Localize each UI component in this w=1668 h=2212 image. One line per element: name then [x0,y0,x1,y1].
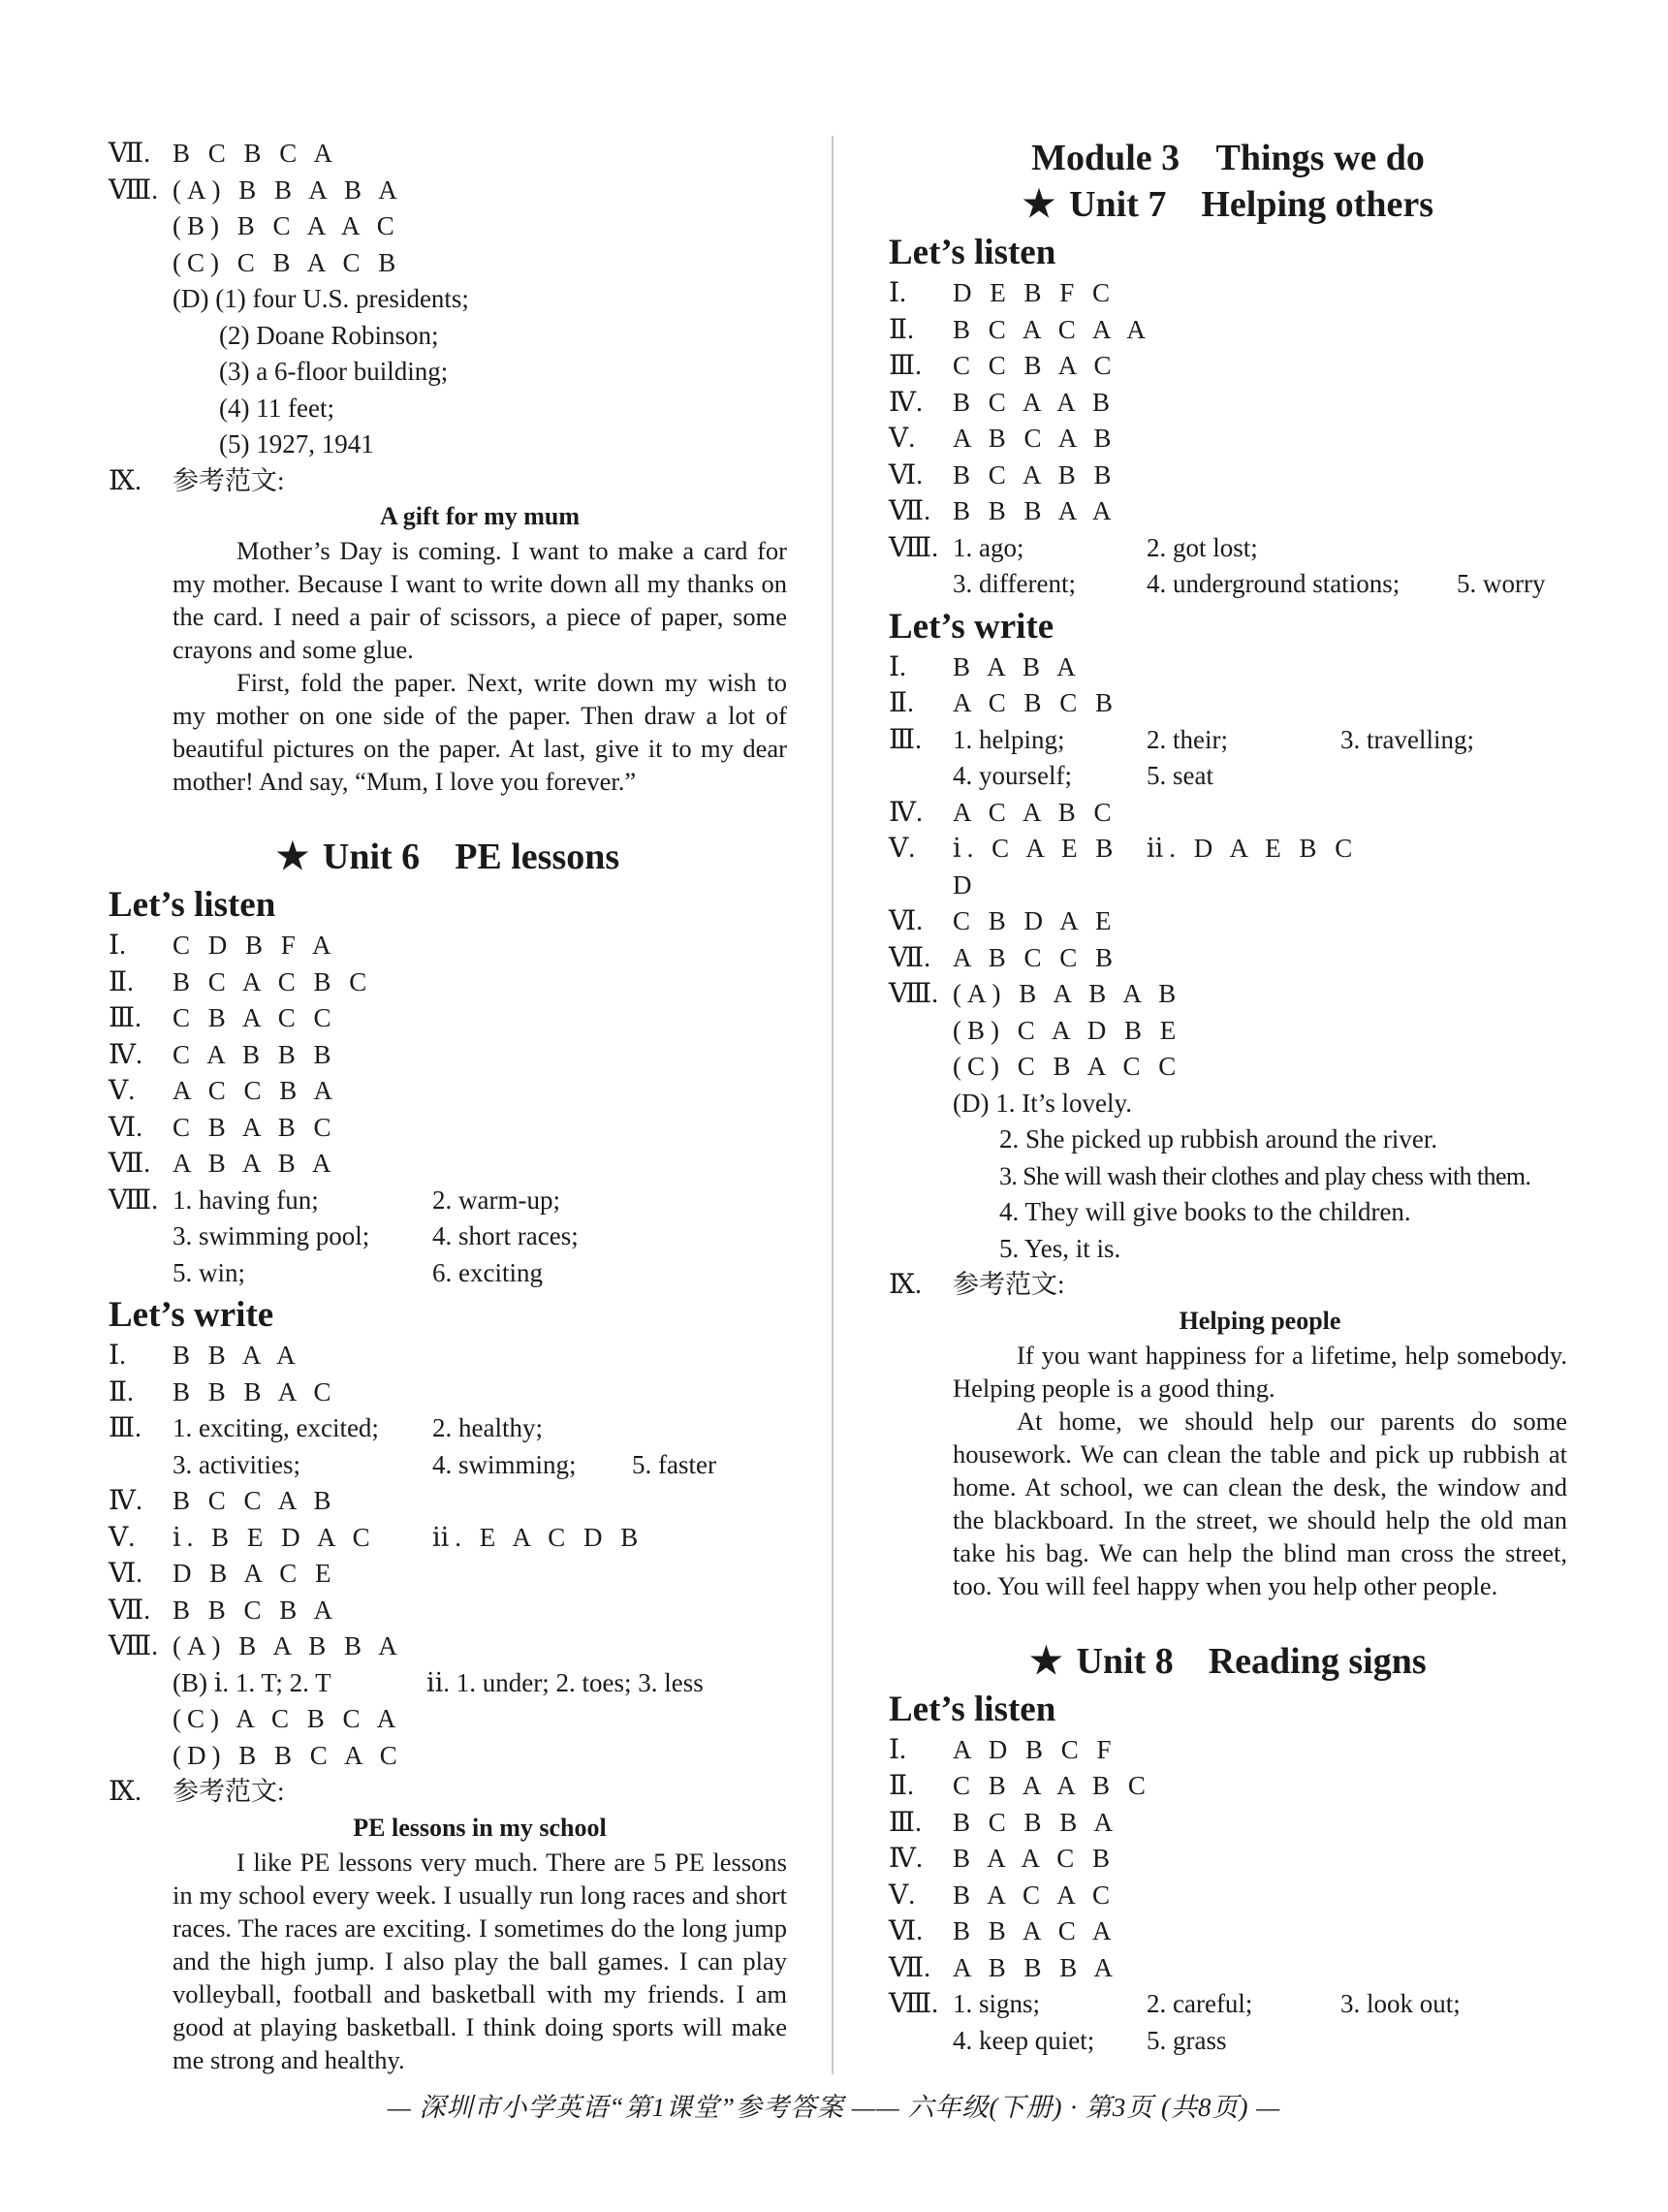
answer-row: Ⅶ. A B C C B [889,942,1119,973]
answer-row: (B) B C A A C [173,211,400,240]
answer-row: Ⅳ. B C C A B [109,1486,337,1516]
answer-row: (B) C A D B E [953,1015,1182,1045]
answer-row: Ⅵ. C B D A E [889,906,1117,936]
essay-title: PE lessons in my school [353,1813,607,1842]
answer-row: Ⅳ. A C A B C [889,797,1117,828]
answer-row: Ⅶ. A B A B A [109,1149,337,1179]
answer-row: (D) B B C A C [173,1740,403,1770]
answer-row: (4) 11 feet; [219,393,334,423]
answer-row: Ⅴ. A B C A B [889,424,1117,454]
essay-gift [109,499,787,798]
answer-row: (2) Doane Robinson; [219,320,439,350]
answer-row: Ⅶ. B C B C A [109,139,339,169]
unit-8-heading: ★ Unit 8 Reading signs [1029,1640,1427,1682]
answer-row: (C) A C B C A [173,1704,402,1733]
essay-paragraph: Mother’s Day is coming. I want to make a card for my mother. Because I want to write down all my thanks on the card. I need a pair of scissors, a piece of paper, some crayons and some glue. [173,536,787,664]
answer-row: (C) C B A C C [953,1052,1182,1081]
answer-row: Ⅷ. (A) B A B A B [889,979,1182,1009]
answer-row: (C) C B A C B [173,247,402,277]
answer-row: Ⅱ. B B B A C [109,1376,337,1407]
answer-row: Ⅲ. C B A C C [109,1003,337,1033]
answer-row: Ⅲ. 1. helping; 2. their; 3. travelling; 4. yourself; 5. seat [889,724,1474,790]
answer-row: Ⅷ. (A) B B A B A [109,174,403,205]
section-title: Let’s write [889,606,1054,647]
answer-row: Ⅷ. 1. having fun; 2. warm-up; 3. swimming pool; 4. short races; 5. win; 6. exciting [109,1185,579,1287]
answer-row: (5) 1927, 1941 [219,429,374,458]
answer-row: Ⅰ. A D B C F [889,1734,1117,1765]
answer-row: (3) a 6-floor building; [219,357,449,386]
essay-title: Helping people [1179,1306,1341,1335]
answer-row: Ⅵ. C B A B C [109,1112,337,1143]
answer-row: Ⅰ. B A B A [889,651,1082,682]
answer-row: Ⅶ. B B B A A [889,496,1117,526]
answer-row: Ⅰ. D E B F C [889,278,1117,308]
answer-row: Ⅳ. B C A A B [889,387,1117,418]
answer-row: Ⅶ. B B C B A [109,1595,339,1626]
column-divider [832,136,834,2074]
answer-row: Ⅲ. 1. exciting, excited; 2. healthy; 3. activities; 4. swimming; 5. faster [109,1413,716,1479]
left-column [109,136,787,2076]
answer-row: Ⅱ. C B A A B C [889,1771,1151,1801]
answer-row: Ⅷ. (A) B A B B A [109,1631,403,1661]
module-heading: Module 3 Things we do [1031,138,1425,178]
answer-row: Ⅴ. B A C A C [889,1880,1117,1911]
answer-row: Ⅰ. C D B F A [109,931,337,961]
answer-row: Ⅴ. A C C B A [109,1076,339,1106]
answer-row: Ⅲ. B C B B A [889,1807,1119,1838]
answer-row: Ⅲ. C C B A C [889,351,1117,381]
star-icon: ★ [1023,184,1056,225]
essay-paragraph: First, fold the paper. Next, write down my wish to my mother on one side of the paper. Then draw a lot of beautiful pictures on the paper. At last, give it to my dear mother! And say, “Mum, I love you forever.” [173,668,787,796]
answer-row: Ⅱ. B C A C B C [109,966,373,997]
essay-helping-people [889,1304,1567,1602]
answer-row: Ⅵ. D B A C E [109,1559,337,1589]
right-column [889,136,1567,2059]
answer-row: Ⅶ. A B B B A [889,1952,1119,1983]
unit-7-heading: ★ Unit 7 Helping others [1023,184,1433,225]
answer-row: Ⅵ. B B A C A [889,1916,1117,1946]
star-icon: ★ [275,837,309,877]
answer-row: 2. She picked up rubbish around the river. [999,1124,1438,1153]
essay-pe-lessons [109,1811,787,2076]
page-footer: — 深圳市小学英语“第1课堂”参考答案 —— 六年级(下册) · 第3页 (共8页) — [387,2093,1281,2122]
section-title: Let’s listen [889,233,1056,272]
essay-paragraph: If you want happiness for a lifetime, help somebody. Helping people is a good thing. [953,1340,1567,1403]
section-title: Let’s listen [889,1689,1056,1729]
answer-row: Ⅴ. ⅰ. B E D A C ⅱ. E A C D B [109,1522,645,1553]
answer-row: (D) 1. It’s lovely. [953,1088,1132,1118]
answer-row: (B) ⅰ. 1. T; 2. T ⅱ. 1. under; 2. toes; 3. less [173,1667,704,1697]
answer-row: 3. She will wash their clothes and play chess with them. [999,1161,1531,1190]
answer-row: Ⅷ. 1. ago; 2. got lost; 3. different; 4. underground stations; 5. worry [889,532,1546,598]
star-icon: ★ [1029,1640,1063,1682]
answer-row: Ⅵ. B C A B B [889,459,1117,490]
sample-essay-label: Ⅸ. 参考范文: [109,1777,285,1807]
sample-essay-label: Ⅸ. 参考范文: [889,1270,1065,1300]
section-title: Let’s write [109,1295,274,1335]
answer-row: Ⅳ. C A B B B [109,1039,337,1070]
answer-row: Ⅱ. B C A C A A [889,314,1151,345]
answer-row: Ⅴ. ⅰ. C A E B D ⅱ. D A E B C [889,834,1359,900]
answer-row: Ⅷ. 1. signs; 2. careful; 3. look out; 4. keep quiet; 5. grass [889,1989,1461,2055]
answer-row: Ⅱ. A C B C B [889,688,1119,718]
essay-paragraph: At home, we should help our parents do some housework. We can clean the table and pick up rubbish at home. At school, we can clean the desk, the window and the blackboard. In the street, we should help the old man take his bag. We can help the blind man cross the street, too. You will feel happy when you help other people. [953,1406,1567,1600]
answer-row: Ⅰ. B B A A [109,1341,301,1371]
answer-row: 5. Yes, it is. [999,1233,1121,1263]
section-title: Let’s listen [109,885,276,925]
answer-row: (D) (1) four U.S. presidents; [173,284,469,313]
unit-6-heading: ★ Unit 6 PE lessons [275,837,620,877]
answer-row: 4. They will give books to the children. [999,1197,1411,1226]
sample-essay-label: Ⅸ. 参考范文: [109,465,285,496]
essay-paragraph: I like PE lessons very much. There are 5 PE lessons in my school every week. I usually run long races and short races. The races are exciting. I sometimes do the long jump and the high jump. I also play the ball games. I can play volleyball, football and basketball with my friends. I am good at playing basketball. I think doing sports will make me strong and healthy. [173,1847,787,2074]
answer-row: Ⅳ. B A A C B [889,1844,1117,1874]
essay-title: A gift for my mum [379,502,581,530]
